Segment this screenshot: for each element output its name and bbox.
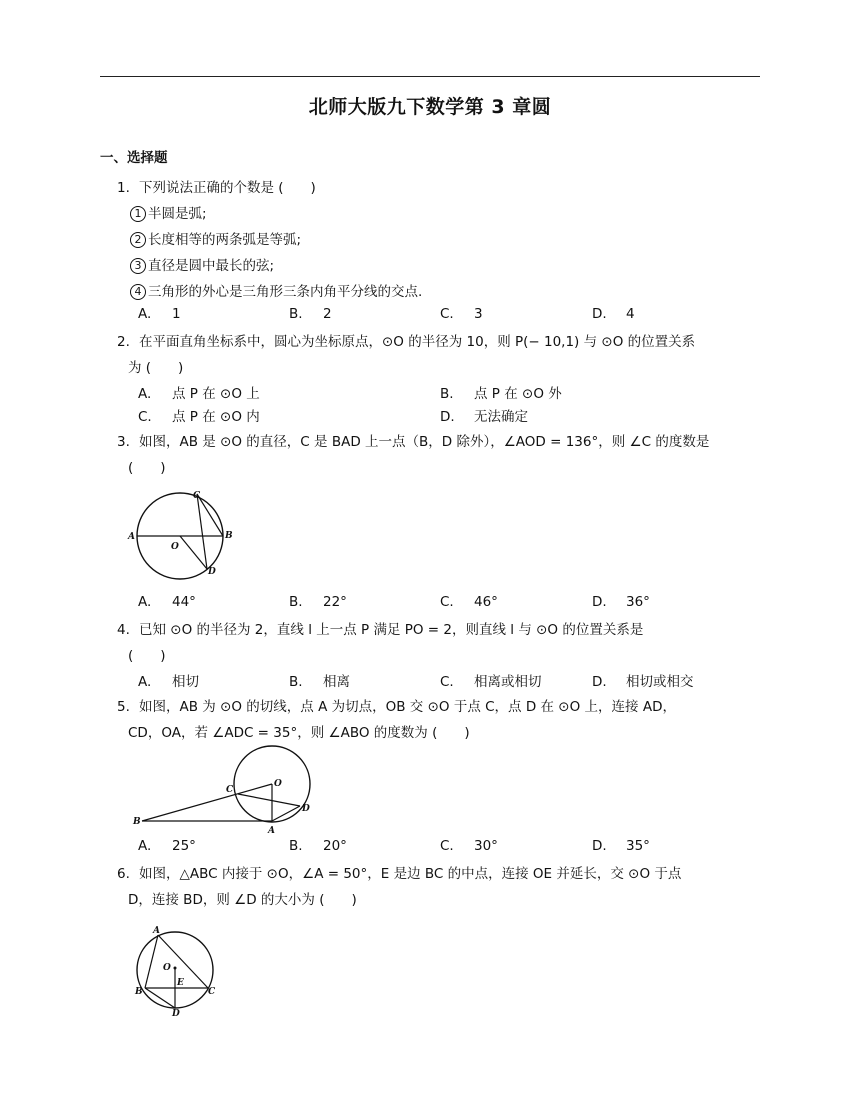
- statement-4: [130, 280, 422, 300]
- option-label: C.: [138, 409, 152, 425]
- option-label: D.: [592, 594, 607, 610]
- option-label: A.: [138, 306, 152, 322]
- option-label: B.: [289, 306, 303, 322]
- label-a: A: [128, 532, 135, 542]
- question-number: 3.: [117, 434, 130, 450]
- option-text: 点 P 在 ⊙O 内: [172, 409, 260, 425]
- q2-option-c[interactable]: [138, 405, 260, 425]
- option-label: C.: [440, 306, 454, 322]
- option-text: 点 P 在 ⊙O 上: [172, 386, 260, 402]
- statement-text: 三角形的外心是三角形三条内角平分线的交点.: [148, 284, 423, 300]
- q5-option-c[interactable]: [440, 838, 498, 854]
- option-label: B.: [289, 674, 303, 690]
- label-b: B: [135, 987, 143, 997]
- q5-option-d[interactable]: [592, 838, 650, 854]
- option-label: A.: [138, 594, 152, 610]
- circled-number: 3: [130, 258, 146, 274]
- question-6-stem: [117, 862, 681, 882]
- option-text: 20°: [323, 838, 347, 854]
- circled-number: 4: [130, 284, 146, 300]
- question-number: 2.: [117, 334, 130, 350]
- question-number: 6.: [117, 866, 130, 882]
- option-text: 相离或相切: [474, 674, 542, 690]
- option-text: 36°: [626, 594, 650, 610]
- option-text: 2: [323, 306, 332, 322]
- statement-3: [130, 254, 274, 274]
- q1-option-c[interactable]: [440, 306, 483, 322]
- question-1-stem: [117, 176, 316, 196]
- option-label: A.: [138, 386, 152, 402]
- q4-option-a[interactable]: [138, 670, 199, 690]
- question-3-stem-cont: ( ): [128, 460, 166, 476]
- question-number: 1.: [117, 180, 130, 196]
- label-c: C: [208, 987, 216, 997]
- option-label: D.: [592, 838, 607, 854]
- option-text: 相切: [172, 674, 199, 690]
- statement-text: 直径是圆中最长的弦;: [148, 258, 275, 274]
- question-5-stem: [117, 695, 676, 715]
- option-text: 点 P 在 ⊙O 外: [474, 386, 562, 402]
- question-text: 已知 ⊙O 的半径为 2，直线 l 上一点 P 满足 PO = 2，则直线 l 与 ⊙O 的位置关系是: [139, 622, 644, 638]
- label-o: O: [163, 963, 171, 973]
- statement-2: [130, 228, 301, 248]
- label-a: A: [153, 926, 160, 936]
- option-text: 4: [626, 306, 635, 322]
- question-text: 如图，AB 是 ⊙O 的直径，C 是 BAD 上一点（B，D 除外），∠AOD = 136°，则 ∠C 的度数是: [139, 434, 710, 450]
- option-label: B.: [440, 386, 454, 402]
- q1-option-b[interactable]: [289, 306, 332, 322]
- q5-option-a[interactable]: [138, 838, 196, 854]
- option-text: 30°: [474, 838, 498, 854]
- q3-option-a[interactable]: [138, 594, 196, 610]
- question-text: 如图，AB 为 ⊙O 的切线，点 A 为切点，OB 交 ⊙O 于点 C，点 D 在 ⊙O 上，连接 AD，: [139, 699, 676, 715]
- option-label: C.: [440, 594, 454, 610]
- q5-tangent-figure: [130, 744, 320, 836]
- q1-option-a[interactable]: [138, 306, 181, 322]
- question-3-stem: [117, 430, 709, 450]
- circled-number: 1: [130, 206, 146, 222]
- circled-number: 2: [130, 232, 146, 248]
- q3-option-c[interactable]: [440, 594, 498, 610]
- q2-option-d[interactable]: [440, 405, 528, 425]
- option-label: C.: [440, 838, 454, 854]
- question-2-stem-cont: 为 ( ): [128, 360, 184, 376]
- option-label: D.: [440, 409, 455, 425]
- option-text: 22°: [323, 594, 347, 610]
- section-heading: 一、选择题: [100, 150, 168, 166]
- option-label: D.: [592, 306, 607, 322]
- q1-option-d[interactable]: [592, 306, 635, 322]
- q5-option-b[interactable]: [289, 838, 347, 854]
- label-a: A: [268, 826, 275, 836]
- option-text: 44°: [172, 594, 196, 610]
- question-4-stem: [117, 618, 643, 638]
- option-label: B.: [289, 838, 303, 854]
- q2-option-b[interactable]: [440, 382, 562, 402]
- statement-text: 长度相等的两条弧是等弧;: [148, 232, 302, 248]
- label-e: E: [177, 978, 184, 988]
- q4-option-b[interactable]: [289, 670, 350, 690]
- option-text: 相切或相交: [626, 674, 694, 690]
- option-text: 1: [172, 306, 181, 322]
- q3-circle-figure: [125, 487, 235, 582]
- question-4-stem-cont: ( ): [128, 648, 166, 664]
- question-5-stem-cont: CD，OA，若 ∠ADC = 35°，则 ∠ABO 的度数为 ( ): [128, 725, 470, 741]
- option-label: B.: [289, 594, 303, 610]
- option-label: C.: [440, 674, 454, 690]
- statement-text: 半圆是弧;: [148, 206, 207, 222]
- q6-inscribed-triangle-figure: [128, 922, 224, 1018]
- question-number: 4.: [117, 622, 130, 638]
- label-o: O: [274, 779, 282, 789]
- question-6-stem-cont: D，连接 BD，则 ∠D 的大小为 ( ): [128, 892, 357, 908]
- option-text: 无法确定: [474, 409, 528, 425]
- label-c: C: [193, 491, 201, 501]
- question-2-stem: [117, 330, 695, 350]
- option-label: A.: [138, 838, 152, 854]
- option-text: 46°: [474, 594, 498, 610]
- q3-option-b[interactable]: [289, 594, 347, 610]
- option-label: D.: [592, 674, 607, 690]
- label-d: D: [302, 804, 310, 814]
- statement-1: [130, 202, 207, 222]
- option-text: 25°: [172, 838, 196, 854]
- option-text: 相离: [323, 674, 350, 690]
- label-c: C: [226, 785, 234, 795]
- label-d: D: [172, 1009, 180, 1018]
- question-text: 在平面直角坐标系中，圆心为坐标原点，⊙O 的半径为 10，则 P(− 10,1) 与 ⊙O 的位置关系: [139, 334, 696, 350]
- top-rule: [100, 76, 760, 77]
- q2-option-a[interactable]: [138, 382, 260, 402]
- option-text: 3: [474, 306, 483, 322]
- question-text: 下列说法正确的个数是 ( ): [139, 180, 316, 196]
- question-text: 如图，△ABC 内接于 ⊙O，∠A = 50°，E 是边 BC 的中点，连接 OE 并延长，交 ⊙O 于点: [139, 866, 682, 882]
- label-b: B: [133, 817, 141, 827]
- q4-option-c[interactable]: [440, 670, 542, 690]
- page-title: 北师大版九下数学第 3 章圆: [308, 96, 552, 118]
- question-number: 5.: [117, 699, 130, 715]
- label-d: D: [208, 567, 216, 577]
- label-b: B: [225, 531, 233, 541]
- option-label: A.: [138, 674, 152, 690]
- q4-option-d[interactable]: [592, 670, 694, 690]
- label-o: O: [171, 542, 179, 552]
- option-text: 35°: [626, 838, 650, 854]
- q3-option-d[interactable]: [592, 594, 650, 610]
